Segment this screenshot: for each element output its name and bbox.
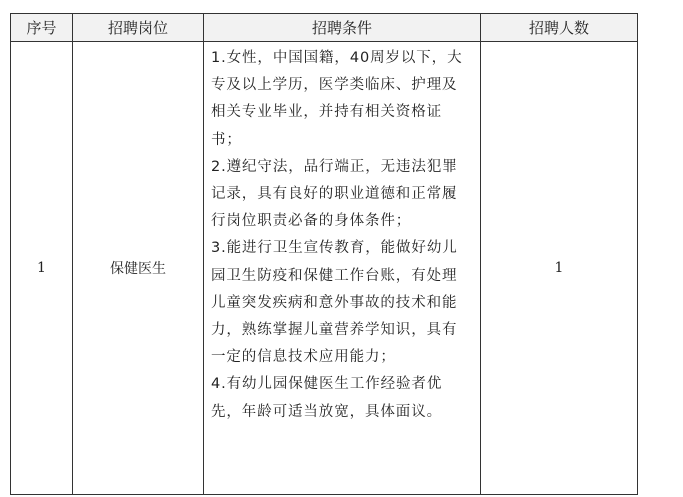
condition-line: 4.有幼儿园保健医生工作经验者优 [211,376,443,393]
condition-line: 3.能进行卫生宣传教育，能做好幼儿 [211,240,458,257]
recruitment-table [10,13,638,495]
header-row [11,14,638,42]
condition-line: 记录，具有良好的职业道德和正常履 [211,186,458,203]
condition-line: 行岗位职责必备的身体条件； [211,213,412,230]
condition-line: 书； [211,131,242,148]
header-count: 招聘人数 [481,14,638,42]
condition-line: 一定的信息技术应用能力； [211,349,396,366]
condition-line: 先，年龄可适当放宽，具体面议。 [211,403,442,420]
condition-line: 专及以上学历，医学类临床、护理及 [211,77,458,94]
header-conditions: 招聘条件 [204,14,481,42]
condition-line: 儿童突发疾病和意外事故的技术和能 [211,294,458,311]
condition-line: 1.女性，中国国籍，40周岁以下，大 [211,50,463,66]
header-index: 序号 [11,14,73,42]
condition-line: 相关专业毕业，并持有相关资格证 [211,104,442,121]
row-count: 1 [481,42,638,495]
table-row [11,42,638,495]
row-index: 1 [11,42,73,495]
row-conditions [204,42,481,495]
condition-line: 园卫生防疫和保健工作台账，有处理 [211,267,458,284]
header-position: 招聘岗位 [73,14,204,42]
row-position: 保健医生 [73,42,204,495]
condition-line: 力，熟练掌握儿童营养学知识，具有 [211,322,458,339]
condition-line: 2.遵纪守法，品行端正，无违法犯罪 [211,158,458,175]
